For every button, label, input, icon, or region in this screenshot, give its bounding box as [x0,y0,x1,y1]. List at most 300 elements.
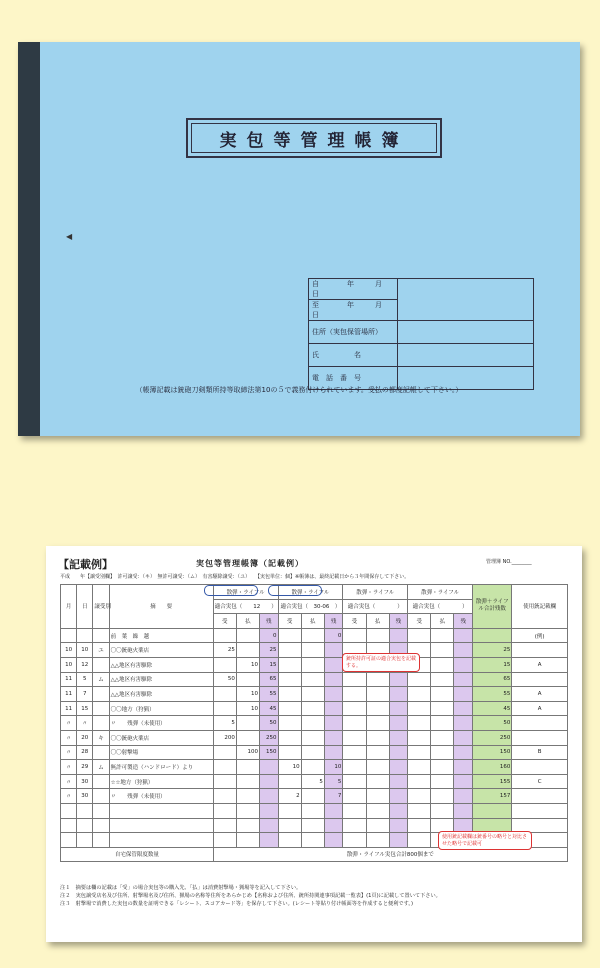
total-cell: 160 [473,760,512,775]
month-cell [61,833,77,848]
balance-cell [389,701,408,716]
desc-cell: 〇〇地方（狩猟） [109,701,213,716]
header-group: 散弾・ライフル [278,585,343,600]
footer-left: 自宅保管限度数量 [61,847,214,862]
balance-cell [259,774,278,789]
pay-cell [236,833,259,848]
pay-cell [366,789,389,804]
total-cell: 15 [473,657,512,672]
balance-cell [389,833,408,848]
table-row [61,657,568,672]
receive-cell [408,716,431,731]
total-cell: 45 [473,701,512,716]
balance-cell [324,745,343,760]
info-value [398,344,534,367]
table-row [61,701,568,716]
note-line: 注３ 射撃場で消費した実包の数量を証明できる「レシート、スコアカード等」を保存して下さい。(レシート等貼り付け帳面等を作成すると便利です。) [60,901,414,907]
balance-cell [454,789,473,804]
type-cell [93,628,109,643]
day-cell: 12 [77,657,93,672]
pay-cell [236,628,259,643]
receive-cell: 10 [278,760,301,775]
pay-cell [366,803,389,818]
pay-cell [236,760,259,775]
footer-right: 散弾・ライフル実包合計800個まで [213,847,567,862]
total-cell: 157 [473,789,512,804]
receive-cell [278,672,301,687]
receive-cell [278,833,301,848]
note-line: 注２ 実包譲受店名及び住所、射撃場名及び住所、猟場の名称等住所をあらかじめ【名称および住所、銃所持関連事項記載一覧表】(1頁)に記載して置いて下さい。 [60,893,441,899]
used-gun-cell: A [512,657,568,672]
receive-cell [213,745,236,760]
balance-cell [454,657,473,672]
sample-title: 実包等管理帳簿（記載例） [196,559,304,568]
receive-cell [278,657,301,672]
desc-cell [109,818,213,833]
day-cell: 29 [77,760,93,775]
month-cell [61,628,77,643]
day-cell: 5 [77,672,93,687]
receive-cell [343,628,366,643]
day-cell [77,833,93,848]
balance-cell [389,760,408,775]
ledger-body [61,628,568,847]
sample-heading: 【記載例】 [58,558,113,571]
pay-cell [431,628,454,643]
total-cell: 65 [473,672,512,687]
balance-cell [454,672,473,687]
total-cell [473,628,512,643]
balance-cell [259,760,278,775]
pay-cell [236,730,259,745]
receive-cell [408,760,431,775]
receive-cell [343,818,366,833]
desc-cell [109,833,213,848]
header-caliber: 適合実包（ 30-06 ） [278,599,343,614]
cover-spine [18,42,40,436]
pay-cell [431,789,454,804]
receive-cell [343,701,366,716]
pay-cell [301,803,324,818]
pay-cell [301,716,324,731]
used-gun-cell [512,716,568,731]
day-cell: 10 [77,643,93,658]
pay-cell [366,745,389,760]
pay-cell [301,672,324,687]
month-cell: 〃 [61,730,77,745]
month-cell: 11 [61,672,77,687]
pay-cell [301,657,324,672]
type-cell [93,687,109,702]
balance-cell [324,687,343,702]
total-cell: 55 [473,687,512,702]
receive-cell [343,760,366,775]
day-cell: 30 [77,789,93,804]
header-receive: 受 [278,614,301,629]
table-row [61,687,568,702]
receive-cell [213,774,236,789]
balance-cell: 25 [259,643,278,658]
month-cell [61,818,77,833]
month-cell: 11 [61,701,77,716]
pay-cell: 10 [236,701,259,716]
pay-cell [431,643,454,658]
pay-cell [301,789,324,804]
pay-cell [366,760,389,775]
balance-cell: 55 [259,687,278,702]
header-receive: 受 [343,614,366,629]
balance-cell: 15 [259,657,278,672]
receive-cell: 50 [213,672,236,687]
balance-cell: 150 [259,745,278,760]
type-cell [93,833,109,848]
total-cell: 50 [473,716,512,731]
receive-cell [343,716,366,731]
receive-cell [213,833,236,848]
pay-cell [301,643,324,658]
day-cell [77,628,93,643]
receive-cell [213,628,236,643]
day-cell: 20 [77,730,93,745]
cover-title: 実包等管理帳簿 [191,123,437,153]
receive-cell [343,672,366,687]
pay-cell [236,643,259,658]
header-balance: 残 [389,614,408,629]
receive-cell [278,716,301,731]
pay-cell [236,774,259,789]
receive-cell [408,672,431,687]
receive-cell [408,789,431,804]
info-row-address [309,321,534,344]
balance-cell [324,643,343,658]
balance-cell: 45 [259,701,278,716]
receive-cell [408,687,431,702]
desc-cell: 〇〇射撃場 [109,745,213,760]
receive-cell [408,833,431,848]
header-pay: 払 [301,614,324,629]
month-cell: 〃 [61,716,77,731]
pay-cell [431,745,454,760]
balance-cell [454,730,473,745]
receive-cell [343,833,366,848]
header-type: 譲受別 [93,585,109,629]
type-cell [93,745,109,760]
total-cell: 150 [473,745,512,760]
table-row [61,789,568,804]
balance-cell: 0 [259,628,278,643]
balance-cell [324,716,343,731]
desc-cell: △△地区有害駆除 [109,687,213,702]
table-row [61,672,568,687]
desc-cell: 〇〇銃砲火薬店 [109,730,213,745]
used-gun-cell [512,760,568,775]
balance-cell [389,716,408,731]
receive-cell [213,818,236,833]
control-number: 管理簿 NO.________ [486,559,532,565]
balance-cell [454,643,473,658]
day-cell: 30 [77,774,93,789]
header-pay: 払 [366,614,389,629]
receive-cell [343,789,366,804]
pay-cell [431,672,454,687]
balance-cell [389,789,408,804]
balance-cell [259,833,278,848]
pay-cell: 5 [301,774,324,789]
balance-cell [259,803,278,818]
pay-cell [431,716,454,731]
pay-cell [431,730,454,745]
day-cell: 15 [77,701,93,716]
balance-cell [259,789,278,804]
sample-notes [60,884,441,908]
month-cell: 10 [61,643,77,658]
info-label: 氏 名 [309,344,398,367]
balance-cell [454,774,473,789]
table-row [61,643,568,658]
total-cell: 250 [473,730,512,745]
desc-cell: 〃 残弾（未使用） [109,789,213,804]
table-row [61,628,568,643]
receive-cell: 200 [213,730,236,745]
month-cell: 11 [61,687,77,702]
receive-cell [343,687,366,702]
balance-cell: 50 [259,716,278,731]
month-cell: 〃 [61,760,77,775]
balance-cell [389,818,408,833]
receive-cell [213,687,236,702]
receive-cell [278,803,301,818]
receive-cell [213,789,236,804]
used-gun-cell: (例) [512,628,568,643]
pay-cell [431,760,454,775]
receive-cell [278,701,301,716]
day-cell: 7 [77,687,93,702]
header-caliber: 適合実包（ ） [343,599,408,614]
receive-cell [408,774,431,789]
header-pay: 払 [236,614,259,629]
receive-cell [278,643,301,658]
info-row-from [309,279,534,300]
balance-cell [324,730,343,745]
pay-cell [366,774,389,789]
desc-cell: 〇〇銃砲火薬店 [109,643,213,658]
info-label: 至 年 月 日 [309,300,398,321]
sample-page [46,546,582,942]
pay-cell [366,716,389,731]
used-gun-cell: A [512,687,568,702]
balance-cell: 5 [324,774,343,789]
receive-cell [408,730,431,745]
balance-cell: 65 [259,672,278,687]
total-cell: 25 [473,643,512,658]
total-cell: 155 [473,774,512,789]
receive-cell [213,760,236,775]
balance-cell [324,833,343,848]
table-row [61,774,568,789]
cover-notebook [18,42,580,436]
desc-cell: △△地区有害駆除 [109,657,213,672]
pay-cell [301,745,324,760]
pay-cell [431,657,454,672]
balance-cell: 7 [324,789,343,804]
pay-cell [366,672,389,687]
balance-cell [389,803,408,818]
type-cell [93,818,109,833]
balance-cell [389,628,408,643]
header-pay: 払 [431,614,454,629]
pay-cell [366,730,389,745]
pay-cell: 10 [236,657,259,672]
info-label: 自 年 月 日 [309,279,398,300]
cover-title-box [186,118,442,158]
callout-caliber: 銃所持許可証の適合実包を記載する。 [342,653,420,672]
used-gun-cell [512,803,568,818]
note-line: 注１ 摘要は欄の記載は「受」の場合実包等の購入先、「払」は消費射撃場・猟場等を記入して下さい。 [60,885,302,891]
balance-cell [454,628,473,643]
used-gun-cell [512,789,568,804]
receive-cell [343,730,366,745]
receive-cell: 2 [278,789,301,804]
pay-cell: 100 [236,745,259,760]
type-cell: ユ [93,643,109,658]
pay-cell [366,833,389,848]
receive-cell [213,701,236,716]
header-balance: 残 [324,614,343,629]
day-cell [77,803,93,818]
header-balance: 残 [454,614,473,629]
cover-info-table [308,278,534,390]
type-cell: キ [93,730,109,745]
used-gun-cell [512,672,568,687]
month-cell: 〃 [61,745,77,760]
pay-cell [366,687,389,702]
balance-cell [324,818,343,833]
info-value [398,321,534,344]
desc-cell: ☆☆地方（狩猟） [109,774,213,789]
type-cell [93,701,109,716]
receive-cell: 25 [213,643,236,658]
type-cell [93,789,109,804]
type-cell [93,657,109,672]
pay-cell [236,803,259,818]
pay-cell [301,701,324,716]
pay-cell [236,789,259,804]
receive-cell [278,818,301,833]
type-cell: ム [93,760,109,775]
pay-cell [366,628,389,643]
receive-cell: 5 [213,716,236,731]
type-cell: ム [93,672,109,687]
day-cell: 〃 [77,716,93,731]
table-row [61,745,568,760]
info-label: 電 話 番 号 [309,367,398,390]
balance-cell [454,716,473,731]
balance-cell [454,803,473,818]
day-cell [77,818,93,833]
month-cell: 10 [61,657,77,672]
header-caliber: 適合実包（ 12 ） [213,599,278,614]
receive-cell [278,628,301,643]
balance-cell [454,701,473,716]
header-group: 散弾・ライフル [408,585,473,600]
desc-cell: △△地区有害駆除 [109,672,213,687]
header-group: 散弾・ライフル [213,585,278,600]
pay-cell [431,803,454,818]
balance-cell [389,745,408,760]
pay-cell [301,760,324,775]
day-cell: 28 [77,745,93,760]
type-cell [93,716,109,731]
header-used: 使用銃記載欄 [512,585,568,629]
table-row [61,803,568,818]
balance-cell [454,687,473,702]
receive-cell [278,687,301,702]
info-label: 住所（実包保管場所） [309,321,398,344]
receive-cell [408,803,431,818]
pay-cell [301,833,324,848]
balance-cell [389,672,408,687]
balance-cell: 250 [259,730,278,745]
header-day: 日 [77,585,93,629]
caliber-circle-mark [268,585,322,596]
ledger-table [60,584,568,862]
pay-cell [301,687,324,702]
balance-cell: 10 [324,760,343,775]
pay-cell [236,672,259,687]
receive-cell [343,745,366,760]
desc-cell: 無許可製造（ハンドロード）より [109,760,213,775]
balance-cell [454,745,473,760]
balance-cell [324,701,343,716]
receive-cell [408,701,431,716]
balance-cell: 0 [324,628,343,643]
header-total: 散弾＋ライフル合計残数 [473,585,512,629]
receive-cell [408,628,431,643]
table-row [61,716,568,731]
receive-cell [278,774,301,789]
receive-cell [213,803,236,818]
used-gun-cell: C [512,774,568,789]
header-desc: 摘 要 [109,585,213,629]
type-cell [93,774,109,789]
receive-cell [408,818,431,833]
left-arrow-icon: ◀ [66,232,73,241]
desc-cell [109,803,213,818]
pay-cell [366,818,389,833]
desc-cell: 〃 残弾（未使用） [109,716,213,731]
sample-subline: 平成 年【譲受別欄】 許可譲受：（キ） 無許可譲受：（ム） 有害駆除譲受：（ユ） 【実包単位：個】※帳簿は、最終記載日から３年間保存して下さい。 [60,574,410,580]
header-receive: 受 [213,614,236,629]
used-gun-cell [512,730,568,745]
month-cell: 〃 [61,774,77,789]
balance-cell [454,760,473,775]
header-receive: 受 [408,614,431,629]
caliber-circle-mark [204,585,258,596]
receive-cell [213,657,236,672]
pay-cell [366,701,389,716]
header-month: 月 [61,585,77,629]
pay-cell [301,730,324,745]
pay-cell [431,701,454,716]
balance-cell [389,687,408,702]
balance-cell [389,730,408,745]
month-cell [61,803,77,818]
info-row-name [309,344,534,367]
pay-cell [301,818,324,833]
receive-cell [343,774,366,789]
callout-used-gun: 使用銃記載欄は銃番号の略号と対比させた略号で記載可 [438,831,532,850]
info-value [398,279,534,321]
